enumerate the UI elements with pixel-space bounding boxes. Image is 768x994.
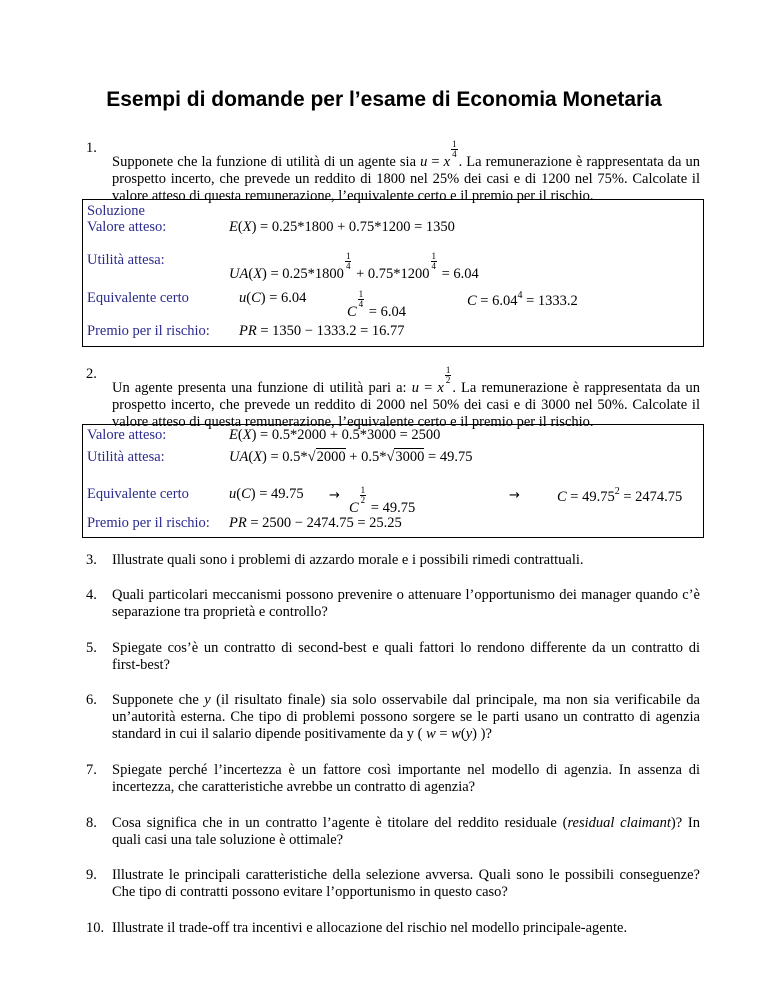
question-3 (88, 552, 700, 569)
solution-box-1 (82, 199, 704, 347)
question-number: 8. (86, 815, 97, 831)
question-1 (88, 140, 700, 205)
risk-premium-label: Premio per il rischio: (87, 515, 210, 531)
question-number: 10. (86, 920, 105, 936)
page-title: Esempi di domande per l’esame di Economia Monetaria (106, 88, 662, 111)
question-2 (88, 366, 700, 431)
expected-utility-formula: UA(X) = 0.25*1800 $^{\frac{1}{4}}$ + 0.75*1200 $^{\frac{1}{4}}$ = 6.04 (229, 251, 479, 282)
expected-utility-formula: UA(X) = 0.5*√2000 + 0.5*√3000 = 49.75 (229, 449, 473, 465)
certainty-equivalent-formula-1: u(C) = 49.75 (229, 486, 304, 502)
arrow-right-icon: → (329, 488, 340, 503)
certainty-equivalent-label: Equivalente certo (87, 486, 189, 502)
expected-utility-label: Utilità attesa: (87, 449, 165, 465)
expected-value-formula: E(X) = 0.25*1800 + 0.75*1200 = 1350 (229, 219, 455, 235)
certainty-equivalent-formula-1: u(C) = 6.04 (239, 290, 307, 306)
question-text: Supponete che la funzione di utilità di un agente sia u = x $^{\frac{1}{4}}$ . La remunerazione è rappresentata da un prospetto incerto, che prevede un reddito di 1800 nel 25% dei casi e di 1200 nel 75%. Calcolate il valore atteso di questa remunerazione, l’equivalente certo e il premio per il rischio. (112, 139, 700, 204)
expected-value-formula: E(X) = 0.5*2000 + 0.5*3000 = 2500 (229, 427, 441, 443)
expected-utility-label: Utilità attesa: (87, 252, 165, 268)
risk-premium-formula: PR = 2500 − 2474.75 = 25.25 (229, 515, 402, 531)
risk-premium-label: Premio per il rischio: (87, 323, 210, 339)
solution-box-2 (82, 424, 704, 538)
question-9 (88, 867, 700, 901)
question-number: 2. (86, 366, 97, 382)
question-text: Spiegate cos’è un contratto di second-best e quali fattori lo rendono differente da un contratto di first-best? (112, 640, 700, 673)
expected-value-label: Valore atteso: (87, 219, 167, 235)
question-number: 1. (86, 140, 97, 156)
question-7 (88, 762, 700, 796)
question-4 (88, 587, 700, 621)
question-text: Illustrate quali sono i problemi di azzardo morale e i possibili rimedi contrattuali. (112, 552, 584, 568)
question-text: Quali particolari meccanismi possono prevenire o attenuare l’opportunismo dei manager quando c’è separazione tra proprietà e controllo? (112, 587, 700, 620)
question-text: Cosa significa che in un contratto l’agente è titolare del reddito residuale (residual claimant)? In quali casi una tale soluzione è ottimale? (112, 815, 701, 848)
arrow-right-icon: → (509, 488, 520, 503)
solution-heading: Soluzione (87, 203, 145, 219)
question-number: 3. (86, 552, 97, 568)
question-text: Un agente presenta una funzione di utilità pari a: u = x $^{\frac{1}{2}}$ . La remunerazione è rappresentata da un prospetto incerto, che prevede un reddito di 2000 nel 50% dei casi e di 3000 nel 50%. Calcolate il valore atteso di questa remunerazione, l’equivalente certo e il premio per il rischio. (112, 365, 700, 430)
question-text: Supponete che y (il risultato finale) sia solo osservabile dal principale, ma non sia verificabile da un’autorità esterna. Che tipo di problemi possono sorgere se le parti usano un contratto di agenzia standard in cui il salario dipende positivamente da y ( w = w(y) )? (112, 692, 700, 742)
question-text: Spiegate perché l’incertezza è un fattore così importante nel modello di agenzia. In assenza di incertezza, che caratteristiche avrebbe un contratto di agenzia? (112, 762, 700, 795)
question-8 (88, 815, 700, 849)
certainty-equivalent-formula-3: $C = 6.04^4 = 1333.2$ (467, 290, 578, 309)
question-number: 9. (86, 867, 97, 883)
question-number: 4. (86, 587, 97, 603)
question-10 (88, 920, 700, 937)
question-number: 7. (86, 762, 97, 778)
question-number: 6. (86, 692, 97, 708)
question-text: Illustrate il trade-off tra incentivi e allocazione del rischio nel modello principale-agente. (112, 920, 628, 936)
risk-premium-formula: PR = 1350 − 1333.2 = 16.77 (239, 323, 405, 339)
certainty-equivalent-formula-2: C $^{\frac{1}{4}}$ = 6.04 (347, 289, 406, 320)
certainty-equivalent-label: Equivalente certo (87, 290, 189, 306)
question-number: 5. (86, 640, 97, 656)
question-5 (88, 640, 700, 674)
certainty-equivalent-formula-2: C $^{\frac{1}{2}}$ = 49.75 (349, 485, 416, 516)
question-6 (88, 692, 700, 743)
expected-value-label: Valore atteso: (87, 427, 167, 443)
question-text: Illustrate le principali caratteristiche della selezione avversa. Quali sono le possibili conseguenze? Che tipo di contratti possono evitare l’opportunismo in questo caso? (112, 867, 700, 900)
certainty-equivalent-formula-3: $C = 49.75^2 = 2474.75$ (557, 486, 683, 505)
